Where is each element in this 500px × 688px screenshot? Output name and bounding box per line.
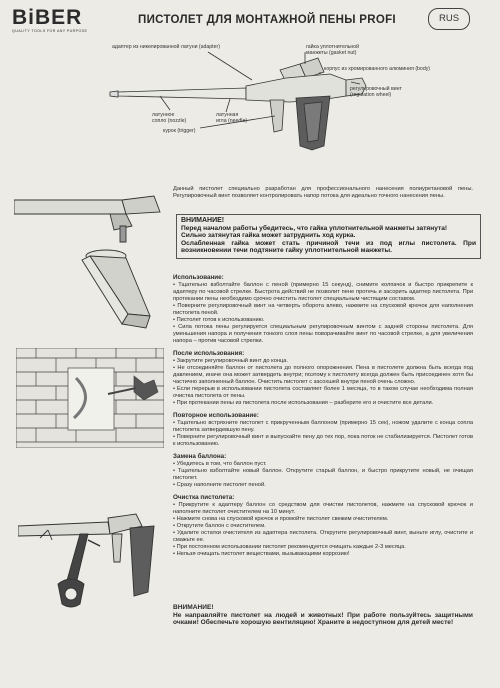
label-nozzle (152, 112, 186, 124)
list-item: • Нельзя очищать пистолет веществами, вызывающими коррозию! (173, 551, 350, 558)
intro-text: Данный пистолет специально разработан для профессионального нанесения полиуретановой пены. Регулировочный винт позволяет контролировать напор потока для идеально точного нанесения пены. (173, 186, 473, 200)
list-item: • Убедитесь в том, что баллон пуст. (173, 461, 267, 468)
section-usage (173, 274, 473, 345)
warning-text-1: Перед началом работы убедитесь, что гайка уплотнительной манжеты затянута! (181, 224, 448, 232)
label-regulation-line2: (regulation wheel) (350, 92, 392, 99)
label-gasket-nut (306, 44, 359, 56)
label-regulation-wheel (350, 86, 402, 98)
list-item: • При постоянном использовании пистолет рекомендуется очищать каждые 2-3 месяца. (173, 544, 406, 551)
section-cleaning (173, 494, 473, 558)
label-adapter: адаптер из никелированной латуни (adapter) (112, 44, 220, 50)
section-heading: Замена баллона: (173, 453, 227, 461)
list-item: • Не отсоединяйте баллон от пистолета до полного опорожнения. Пена в пистолете должна быть всегда под давлением, иначе она может затвердеть внутри; поэтому к пистолету всегда должен быть присоединен хотя бы частично заполненный баллон. Очистить пистолет с засохшей внутри пеной очень сложно. (173, 365, 473, 386)
list-item: • Закрутите регулировочный винт до конца. (173, 358, 288, 365)
foam-gun-diagram (0, 30, 500, 170)
list-item: • Сила потока пены регулируется специальным регулировочным винтом с задней стороны пистолета. Для уменьшения напора и получения тонкого слоя пены поворачивайте винт по часовой стрелке, а для увеличения напора – против часовой стрелки. (173, 324, 473, 345)
warning-box (176, 214, 481, 259)
cleaning-illustration (18, 500, 166, 630)
list-item: • При протекании пены из пистолета после использования – разберите его и очистите все детали. (173, 400, 434, 407)
list-item: • Тщательно встряхните пистолет с прикрученным баллоном (примерно 15 сек), ножом удалите с конца сопла пистолета затвердевшую пену. (173, 420, 473, 434)
list-item: • Поверните регулировочный винт на четверть оборота влево, нажмите на спусковой крючок для наполнения пистолета пеной. (173, 302, 473, 316)
brand-tagline: QUALITY TOOLS FOR ANY PURPOSE (12, 29, 88, 33)
section-heading: Использование: (173, 274, 224, 281)
warning-heading: ВНИМАНИЕ! (181, 217, 225, 224)
warning-text-3: Ослабленная гайка может стать причиной течи из под иглы пистолета. При возникновении течи подтяните гайку уплотнительной манжеты. (181, 239, 476, 254)
list-item: • Удалите остатки очистителя из адаптера пистолета. Открутите регулировочный винт, выньте иглу, очистите и смажьте ее. (173, 530, 473, 544)
list-item: • Прикрутите к адаптеру баллон со средством для очистки пистолетов, нажмите на спусковой крючок и наполните пистолет очистителем на 10 минут. (173, 502, 473, 516)
list-item: • Сразу наполните пистолет пеной. (173, 482, 266, 489)
label-gasket-nut-line1: гайка уплотнительной (306, 44, 360, 50)
list-item: • Тщательно взболтайте баллон с пеной (примерно 15 секунд), снимите колпачок и быстро прикрепите к адаптеру по часовой стрелке. Быстрота действий не позволит пене протечь и засорить адаптер пистолета. При протекании пены необходимо срочно очистить пистолет специальным чистящим составом. (173, 281, 473, 302)
label-body: корпус из хромированного алюминия (body) (324, 66, 431, 72)
language-badge: RUS (428, 8, 470, 30)
label-needle-line2: игла (needle) (216, 118, 248, 125)
warning-text-2: Сильно затянутая гайка может затруднить ход курка. (181, 232, 356, 239)
list-item: • Поверните регулировочный винт и выпускайте пену до тех пор, пока поток не стабилизируется. Пистолет готов к использованию. (173, 434, 473, 448)
can-attach-illustration (14, 186, 164, 336)
list-item: • Открутите баллон с очистителем. (173, 523, 266, 530)
section-after-use (173, 350, 473, 407)
label-needle (216, 112, 247, 124)
label-gasket-nut-line2: манжеты (gasket nut) (306, 50, 357, 57)
label-needle-line1: латунная (216, 112, 239, 118)
intro-paragraph (173, 186, 473, 200)
list-item: • Пистолет готов к использованию. (173, 317, 265, 324)
section-heading: После использования: (173, 350, 245, 358)
list-item: • Если перерыв в использовании пистолета составляет более 1 месяца, то в таком случае необходима полная очистка пистолета от пены. (173, 386, 473, 400)
section-heading: Очистка пистолета: (173, 494, 235, 502)
brand-logo: BiBER (12, 6, 83, 29)
final-warning (173, 604, 473, 627)
label-trigger: курок (trigger) (163, 128, 196, 134)
section-reuse (173, 412, 473, 448)
label-regulation-line1: регулировочный винт (350, 86, 402, 92)
label-nozzle-line1: латунное (152, 112, 175, 118)
section-heading: Повторное использование: (173, 412, 259, 420)
instructions (173, 274, 473, 558)
list-item: • Тщательно взболтайте новый баллон. Открутите старый баллон, и быстро прикрутите новый, не очищая пистолет. (173, 468, 473, 482)
section-can-replace (173, 453, 473, 489)
page-title: ПИСТОЛЕТ ДЛЯ МОНТАЖНОЙ ПЕНЫ PROFI (138, 14, 396, 26)
final-warning-text: ВНИМАНИЕ! Не направляйте пистолет на людей и животных! При работе пользуйтесь защитными очками! Обеспечьте хорошую вентиляцию! Храните в недоступном для детей месте! (173, 604, 473, 626)
list-item: • Нажмите снова на спусковой крючок и промойте пистолет свежим очистителем. (173, 516, 389, 523)
spraying-wall-illustration (16, 348, 164, 448)
label-nozzle-line2: сопло (nozzle) (152, 118, 187, 125)
